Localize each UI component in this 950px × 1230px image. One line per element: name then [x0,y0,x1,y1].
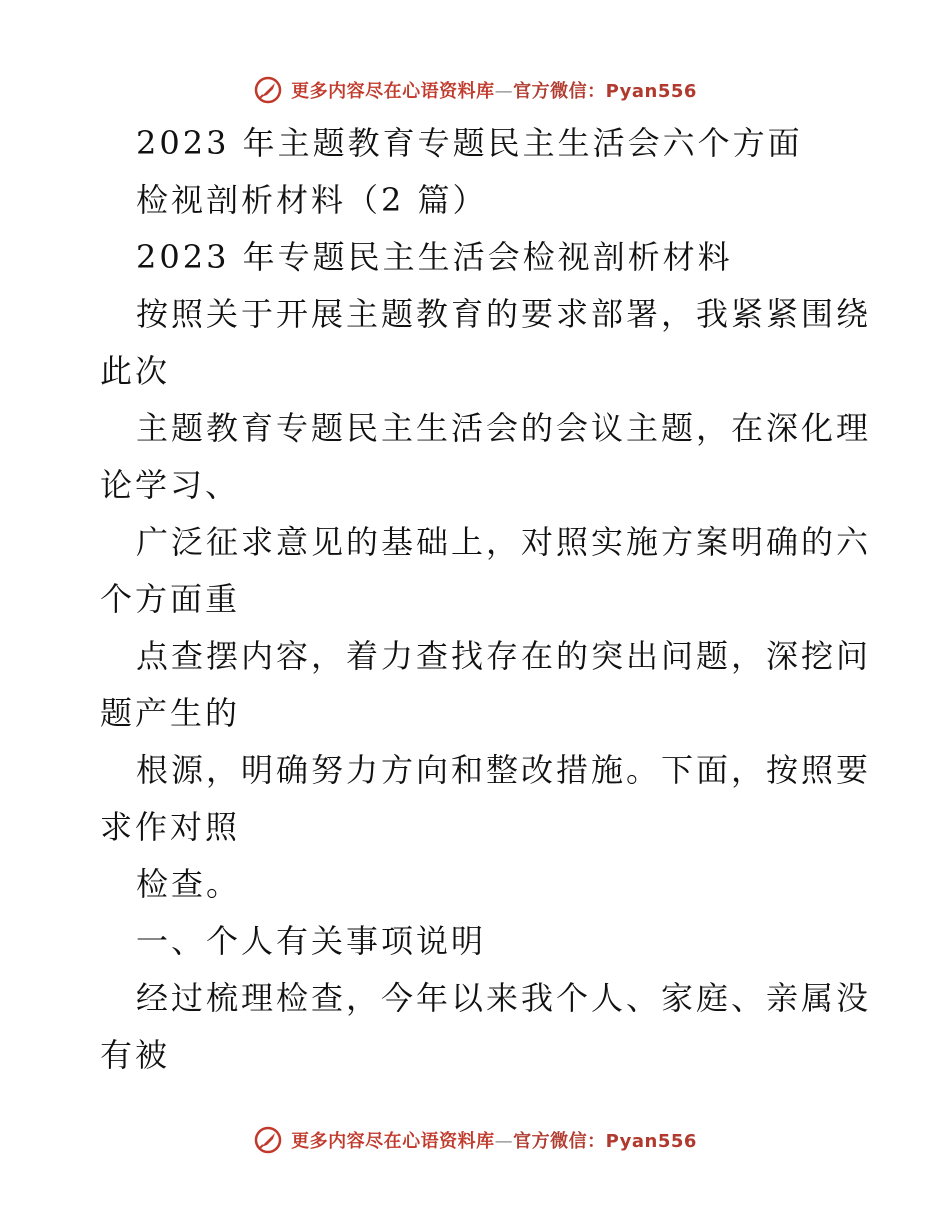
doc-title-line-2: 检视剖析材料（2 篇） [136,181,488,219]
paragraph-line: 个方面重 [100,580,241,618]
doc-title-line-1: 2023 年主题教育专题民主生活会六个方面 [136,124,803,162]
footer-banner-separator: — [494,1131,514,1152]
section-heading: 一、个人有关事项说明 [136,922,487,960]
paragraph-line: 广泛征求意见的基础上，对照实施方案明确的六 [136,523,872,561]
paragraph-line: 检查。 [136,865,242,903]
paragraph-line: 论学习、 [100,466,241,504]
footer-banner [0,1120,950,1160]
header-banner [0,70,950,110]
paragraph-line: 此次 [100,352,171,390]
footer-banner-wechat-id: Pyan556 [605,1131,697,1152]
footer-banner-text [291,1127,697,1153]
header-banner-text [291,77,697,103]
footer-banner-content [253,1125,697,1155]
paragraph-line: 题产生的 [100,694,241,732]
paragraph-line: 求作对照 [100,808,241,846]
header-banner-wechat-id: Pyan556 [605,81,697,102]
header-banner-main: 更多内容尽在心语资料库 [291,81,495,102]
header-banner-wechat-label: 官方微信： [513,81,606,102]
quill-pen-logo-icon [253,75,283,105]
footer-banner-wechat-label: 官方微信： [513,1131,606,1152]
paragraph-line: 根源，明确努力方向和整改措施。下面，按照要 [136,751,872,789]
doc-subtitle: 2023 年专题民主生活会检视剖析材料 [136,238,733,276]
paragraph-line: 经过梳理检查，今年以来我个人、家庭、亲属没 [136,979,872,1017]
paragraph-line: 主题教育专题民主生活会的会议主题，在深化理 [136,409,872,447]
paragraph-line: 有被 [100,1036,171,1074]
document-body [100,115,872,1084]
footer-banner-main: 更多内容尽在心语资料库 [291,1131,495,1152]
paragraph-line: 点查摆内容，着力查找存在的突出问题，深挖问 [136,637,872,675]
header-banner-content [253,75,697,105]
quill-pen-logo-icon [253,1125,283,1155]
header-banner-separator: — [494,81,514,102]
paragraph-line: 按照关于开展主题教育的要求部署，我紧紧围绕 [136,295,872,333]
